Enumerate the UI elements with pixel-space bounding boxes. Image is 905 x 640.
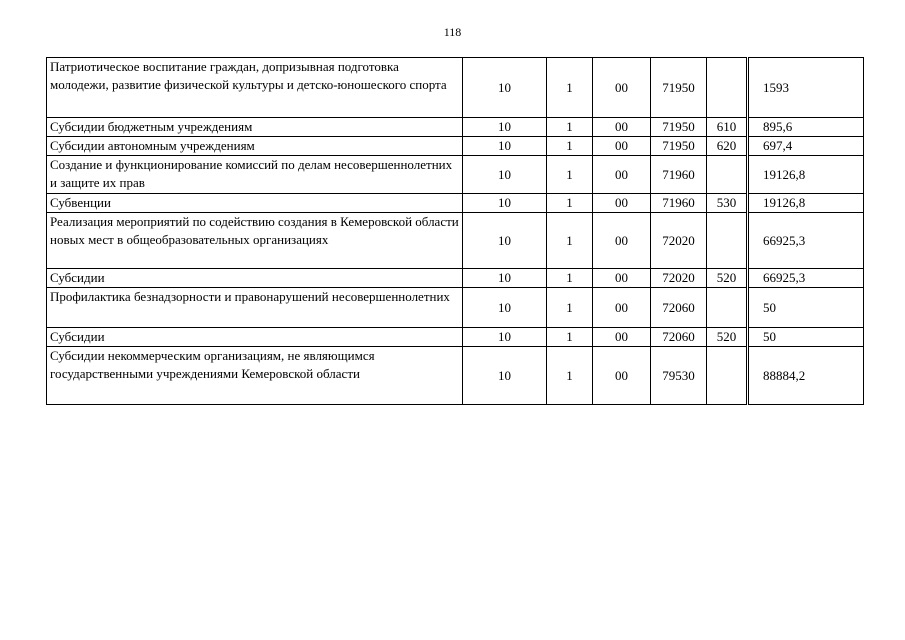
table-row [47, 213, 864, 269]
row-podrazdel: 1 [547, 156, 593, 194]
row-vr [707, 288, 748, 328]
table-row [47, 269, 864, 288]
row-razdel: 10 [463, 288, 547, 328]
row-podrazdel: 1 [547, 269, 593, 288]
row-code1: 00 [593, 269, 651, 288]
row-razdel: 10 [463, 137, 547, 156]
row-razdel: 10 [463, 194, 547, 213]
row-name: Субсидии некоммерческим организациям, не являющимся государственными учреждениями Кемеровской области [47, 347, 463, 405]
row-razdel: 10 [463, 328, 547, 347]
row-podrazdel: 1 [547, 58, 593, 118]
row-razdel: 10 [463, 156, 547, 194]
row-vr: 530 [707, 194, 748, 213]
row-vr [707, 213, 748, 269]
table-row [47, 118, 864, 137]
row-podrazdel: 1 [547, 213, 593, 269]
row-code1: 00 [593, 58, 651, 118]
row-code1: 00 [593, 194, 651, 213]
row-name: Субсидии [47, 328, 463, 347]
row-razdel: 10 [463, 269, 547, 288]
row-sum: 88884,2 [748, 347, 864, 405]
row-sum: 19126,8 [748, 156, 864, 194]
row-name: Патриотическое воспитание граждан, допризывная подготовка молодежи, развитие физической культуры и детско-юношеского спорта [47, 58, 463, 118]
row-podrazdel: 1 [547, 118, 593, 137]
row-name: Профилактика безнадзорности и правонарушений несовершеннолетних [47, 288, 463, 328]
row-vr: 610 [707, 118, 748, 137]
row-name: Субсидии бюджетным учреждениям [47, 118, 463, 137]
table-row [47, 137, 864, 156]
row-vr: 520 [707, 328, 748, 347]
row-sum: 1593 [748, 58, 864, 118]
table-row [47, 328, 864, 347]
row-name: Субсидии автономным учреждениям [47, 137, 463, 156]
row-code1: 00 [593, 347, 651, 405]
row-sum: 19126,8 [748, 194, 864, 213]
row-name: Создание и функционирование комиссий по делам несовершеннолетних и защите их прав [47, 156, 463, 194]
table-row [47, 288, 864, 328]
row-name: Реализация мероприятий по содействию создания в Кемеровской области новых мест в общеобразовательных организациях [47, 213, 463, 269]
row-razdel: 10 [463, 213, 547, 269]
row-code2: 71950 [651, 58, 707, 118]
row-podrazdel: 1 [547, 288, 593, 328]
row-podrazdel: 1 [547, 137, 593, 156]
table-row [47, 156, 864, 194]
row-razdel: 10 [463, 347, 547, 405]
table-row [47, 58, 864, 118]
row-razdel: 10 [463, 118, 547, 137]
row-code1: 00 [593, 156, 651, 194]
row-code2: 72060 [651, 328, 707, 347]
table-row [47, 347, 864, 405]
row-sum: 697,4 [748, 137, 864, 156]
row-code2: 71950 [651, 137, 707, 156]
row-code2: 72020 [651, 213, 707, 269]
row-name: Субсидии [47, 269, 463, 288]
row-code1: 00 [593, 328, 651, 347]
budget-table [46, 57, 864, 405]
page-number: 118 [443, 25, 462, 39]
row-code2: 71960 [651, 156, 707, 194]
row-podrazdel: 1 [547, 194, 593, 213]
row-sum: 895,6 [748, 118, 864, 137]
row-vr [707, 347, 748, 405]
row-sum: 66925,3 [748, 269, 864, 288]
row-vr: 520 [707, 269, 748, 288]
row-code1: 00 [593, 213, 651, 269]
row-podrazdel: 1 [547, 328, 593, 347]
row-code2: 72060 [651, 288, 707, 328]
row-code2: 72020 [651, 269, 707, 288]
row-code2: 79530 [651, 347, 707, 405]
row-code2: 71950 [651, 118, 707, 137]
row-razdel: 10 [463, 58, 547, 118]
row-code2: 71960 [651, 194, 707, 213]
row-code1: 00 [593, 118, 651, 137]
row-vr [707, 58, 748, 118]
row-vr: 620 [707, 137, 748, 156]
row-name: Субвенции [47, 194, 463, 213]
row-vr [707, 156, 748, 194]
row-code1: 00 [593, 288, 651, 328]
row-podrazdel: 1 [547, 347, 593, 405]
row-sum: 66925,3 [748, 213, 864, 269]
table-row [47, 194, 864, 213]
row-sum: 50 [748, 288, 864, 328]
row-sum: 50 [748, 328, 864, 347]
row-code1: 00 [593, 137, 651, 156]
